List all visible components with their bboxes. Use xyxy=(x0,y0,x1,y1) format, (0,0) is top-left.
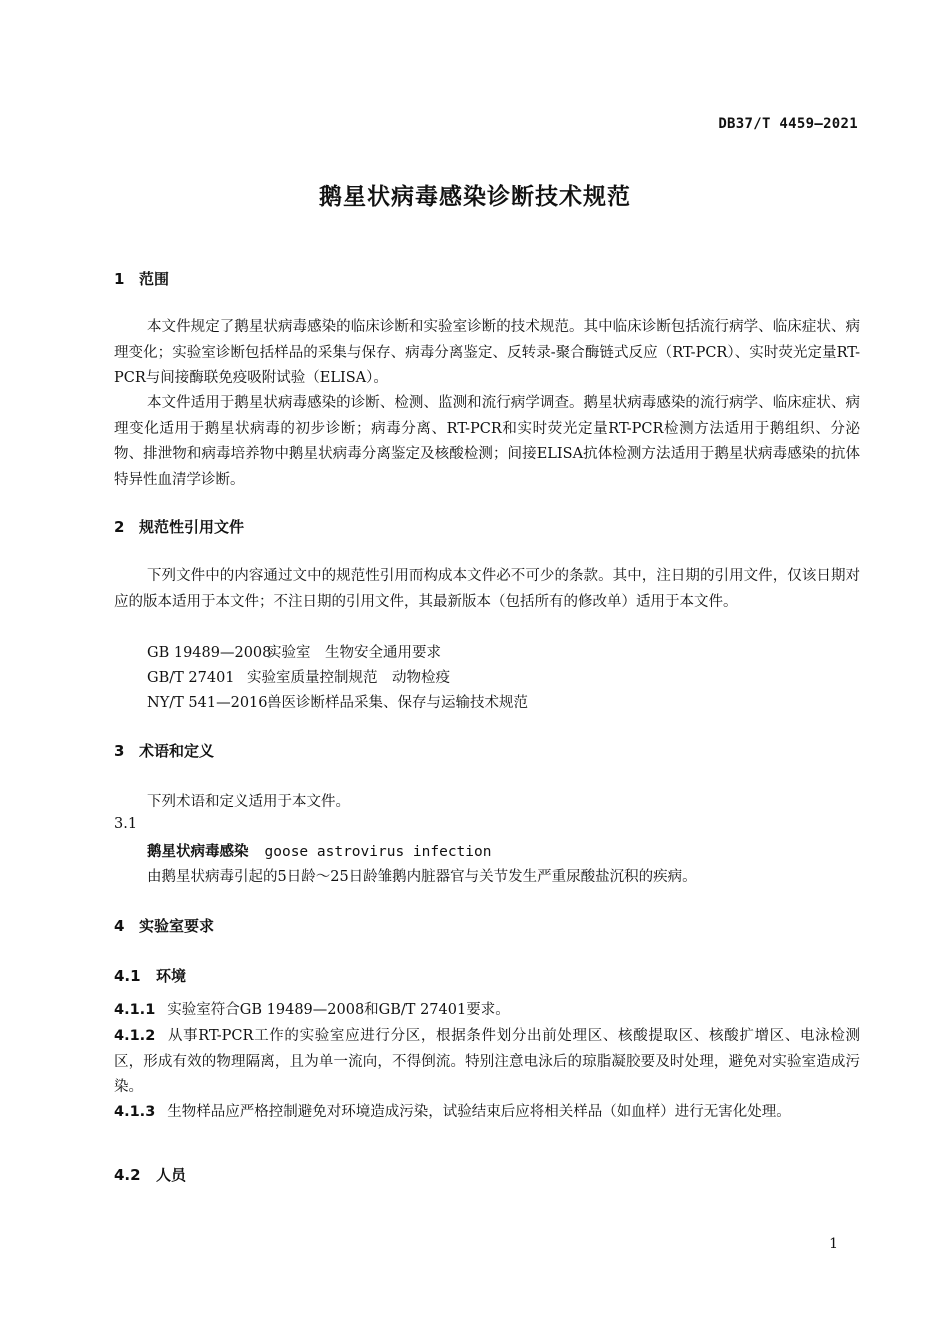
clause-number: 4.1.2 xyxy=(114,1028,156,1044)
term-number: 3.1 xyxy=(114,816,138,832)
clause-text: 从事RT-PCR工作的实验室应进行分区，根据条件划分出前处理区、核酸提取区、核酸扩增区、电泳检测区，形成有效的物理隔离，且为单一流向，不得倒流。特别注意电泳后的琼脂凝胶要及时处理，避免对实验室造成污染。 xyxy=(114,1028,860,1095)
reference-name: 兽医诊断样品采集、保存与运输技术规范 xyxy=(267,695,528,711)
reference-name: 实验室质量控制规范 动物检疫 xyxy=(247,670,450,686)
clause-4-1-2 xyxy=(114,1024,860,1101)
reference-item xyxy=(147,666,450,687)
section-4-heading xyxy=(114,915,214,936)
standard-code: DB37/T 4459—2021 xyxy=(718,116,858,132)
term-entry xyxy=(147,840,491,861)
clause-4-1-1 xyxy=(114,998,860,1024)
section-4-2-heading xyxy=(114,1164,186,1185)
section-title: 术语和定义 xyxy=(139,742,215,760)
section-4-1-heading xyxy=(114,965,186,986)
section-1-paragraph-2: 本文件适用于鹅星状病毒感染的诊断、检测、监测和流行病学调查。鹅星状病毒感染的流行病学、临床症状、病理变化适用于鹅星状病毒的初步诊断；病毒分离、RT-PCR和实时荧光定量RT-PCR检测方法适用于鹅组织、分泌物、排泄物和病毒培养物中鹅星状病毒分离鉴定及核酸检测；间接ELISA抗体检测方法适用于鹅星状病毒感染的抗体特异性血清学诊断。 xyxy=(114,395,860,488)
section-number: 1 xyxy=(114,270,125,288)
section-number: 4.1 xyxy=(114,967,141,985)
clause-text: 生物样品应严格控制避免对环境造成污染，试验结束后应将相关样品（如血样）进行无害化处理。 xyxy=(167,1104,791,1120)
page-number: 1 xyxy=(829,1236,838,1252)
document-title: 鹅星状病毒感染诊断技术规范 xyxy=(319,184,631,210)
reference-item xyxy=(147,641,441,662)
section-number: 3 xyxy=(114,742,125,760)
term-chinese: 鹅星状病毒感染 xyxy=(147,844,249,860)
reference-code: GB 19489—2008 xyxy=(147,645,272,661)
section-title: 范围 xyxy=(139,270,170,288)
reference-name: 实验室 生物安全通用要求 xyxy=(267,645,441,661)
section-2-heading xyxy=(114,516,244,537)
section-title: 实验室要求 xyxy=(139,917,215,935)
section-3-heading xyxy=(114,740,214,761)
section-number: 2 xyxy=(114,518,125,536)
section-title: 规范性引用文件 xyxy=(139,518,245,536)
reference-code: GB/T 27401 xyxy=(147,670,235,686)
section-number: 4.2 xyxy=(114,1166,141,1184)
clause-4-1-3 xyxy=(114,1100,860,1126)
clause-number: 4.1.1 xyxy=(114,1002,156,1018)
section-1-heading xyxy=(114,268,169,289)
reference-code: NY/T 541—2016 xyxy=(147,695,268,711)
section-title: 人员 xyxy=(156,1166,187,1184)
term-english: goose astrovirus infection xyxy=(264,844,492,860)
section-2-paragraph-1: 下列文件中的内容通过文中的规范性引用而构成本文件必不可少的条款。其中，注日期的引用文件，仅该日期对应的版本适用于本文件；不注日期的引用文件，其最新版本（包括所有的修改单）适用于本文件。 xyxy=(114,568,860,610)
reference-item xyxy=(147,691,528,712)
term-definition: 由鹅星状病毒引起的5日龄～25日龄雏鹅内脏器官与关节发生严重尿酸盐沉积的疾病。 xyxy=(147,869,697,885)
section-3-paragraph-1: 下列术语和定义适用于本文件。 xyxy=(147,794,350,810)
section-1-paragraph-1: 本文件规定了鹅星状病毒感染的临床诊断和实验室诊断的技术规范。其中临床诊断包括流行病学、临床症状、病理变化；实验室诊断包括样品的采集与保存、病毒分离鉴定、反转录-聚合酶链式反应（RT-PCR）、实时荧光定量RT-PCR与间接酶联免疫吸附试验（ELISA）。 xyxy=(114,319,860,386)
section-title: 环境 xyxy=(156,967,187,985)
clause-text: 实验室符合GB 19489—2008和GB/T 27401要求。 xyxy=(167,1002,510,1018)
clause-number: 4.1.3 xyxy=(114,1104,156,1120)
section-number: 4 xyxy=(114,917,125,935)
